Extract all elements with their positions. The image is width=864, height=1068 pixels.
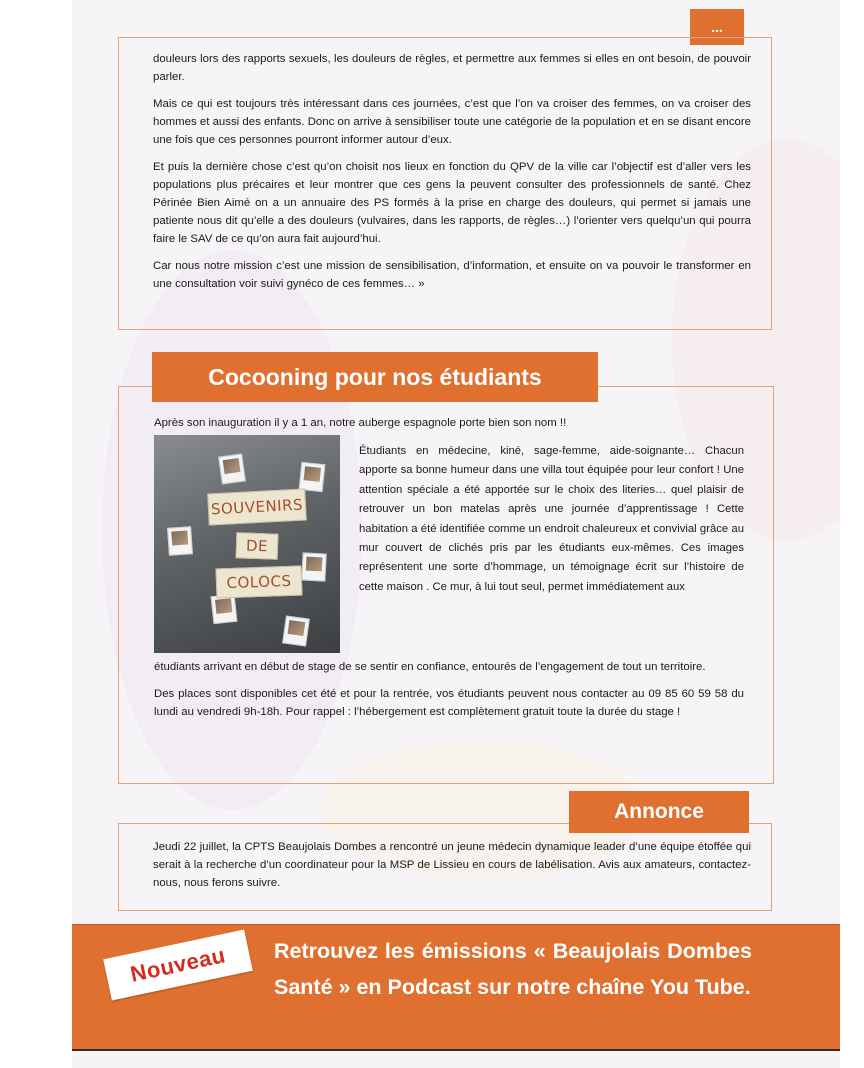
cocooning-side-wrap: [359, 442, 744, 597]
interview-paragraph: Et puis la dernière chose c’est qu’on choisit nos lieux en fonction du QPV de la ville car l’objectif est d’aller vers les populations plus précaires et leur montrer que ces gens la peuvent consulter des professionnels de santé. Chez Périnée Bien Aimé on a un annuaire des PS formés à la prise en charge des douleurs, qui permet si jamais une patiente nous dit qu’elle a des douleurs (vulvaires, dans les rapports, de règles…) l’orienter vers quelqu’un qui pourra faire le SAV de ce qu’on aura fait aujourd’hui.: [153, 161, 751, 245]
cocooning-intro: Après son inauguration il y a 1 an, notre auberge espagnole porte bien son nom !!: [154, 417, 567, 429]
interview-paragraph: Mais ce qui est toujours très intéressant dans ces journées, c’est que l’on va croiser des femmes, on va croiser des hommes et aussi des enfants. Donc on arrive à sensibiliser toute une catégorie de la population et en se disant encore une fois que ces personnes pourront informer autour d’eux.: [153, 98, 751, 146]
colocs-photo: [154, 435, 340, 653]
photo-print: [301, 552, 326, 581]
cocooning-heading: [152, 352, 598, 402]
annonce-text: Jeudi 22 juillet, la CPTS Beaujolais Dombes a rencontré un jeune médecin dynamique leader d’une équipe étoffée qui serait à la recherche d’un coordinateur pour la MSP de Lissieu en cours de labélisation. Avis aux amateurs, contactez-nous, nous ferons suivre.: [153, 841, 751, 889]
photo-print: [282, 615, 310, 646]
interview-box: [118, 37, 772, 330]
cocooning-side-text: Étudiants en médecine, kiné, sage-femme, aide-soignante… Chacun apporte sa bonne humeur dans une villa tout équipée pour leur confort ! Une attention spéciale a été apportée sur le choix des literies… quel plaisir de retrouver un bon matelas après une journée d’apprentissage ! Cette habitation a été identifiée comme un endroit chaleureux et convivial grâce au mur couvert de clichés pris par les étudiants eux-mêmes. Ces images représentent une sorte d’hommage, un témoignage écrit sur l’histoire de cette maison . Ce mur, à lui tout seul, permet immédiatement aux: [359, 445, 744, 593]
cocooning-title: Cocooning pour nos étudiants: [208, 363, 542, 390]
photo-print: [211, 594, 238, 624]
annonce-box: [118, 823, 772, 911]
interview-paragraph: douleurs lors des rapports sexuels, les douleurs de règles, et permettre aux femmes si elles en ont besoin, de pouvoir parler.: [153, 53, 751, 83]
annonce-title: Annonce: [614, 800, 704, 823]
photo-print: [167, 526, 193, 556]
cocooning-contact: Des places sont disponibles cet été et pour la rentrée, vos étudiants peuvent nous contacter au 09 85 60 59 58 du lundi au vendredi 9h-18h. Pour rappel : l’hébergement est complètement gratuit toute la durée du stage !: [154, 688, 744, 718]
podcast-banner-text: Retrouvez les émissions « Beaujolais Dombes Santé » en Podcast sur notre chaîne You Tube: [274, 939, 752, 999]
nouveau-label: Nouveau: [128, 942, 228, 987]
photo-word: DE: [245, 536, 269, 556]
cocooning-lower-wrap: [154, 658, 744, 721]
podcast-banner-text-wrap: [274, 933, 752, 1005]
interview-paragraph: Car nous notre mission c’est une mission de sensibilisation, d’information, et ensuite on va pouvoir le transformer en une consultation voir suivi gynéco de ces femmes… »: [153, 260, 751, 290]
cocooning-intro-wrap: [154, 414, 754, 432]
photo-word-card: [236, 532, 279, 559]
more-label: ...: [711, 19, 723, 35]
photo-word: COLOCS: [226, 571, 292, 593]
annonce-heading: [569, 791, 749, 833]
podcast-banner-end: .: [744, 975, 751, 999]
photo-print: [218, 453, 246, 484]
photo-word-card: [216, 566, 303, 599]
photo-word-card: [207, 488, 307, 525]
newsletter-page: [72, 0, 840, 1068]
cocooning-continuation: étudiants arrivant en début de stage de se sentir en confiance, entourés de l’engagement de tout un territoire.: [154, 661, 706, 673]
photo-word: SOUVENIRS: [210, 495, 304, 519]
